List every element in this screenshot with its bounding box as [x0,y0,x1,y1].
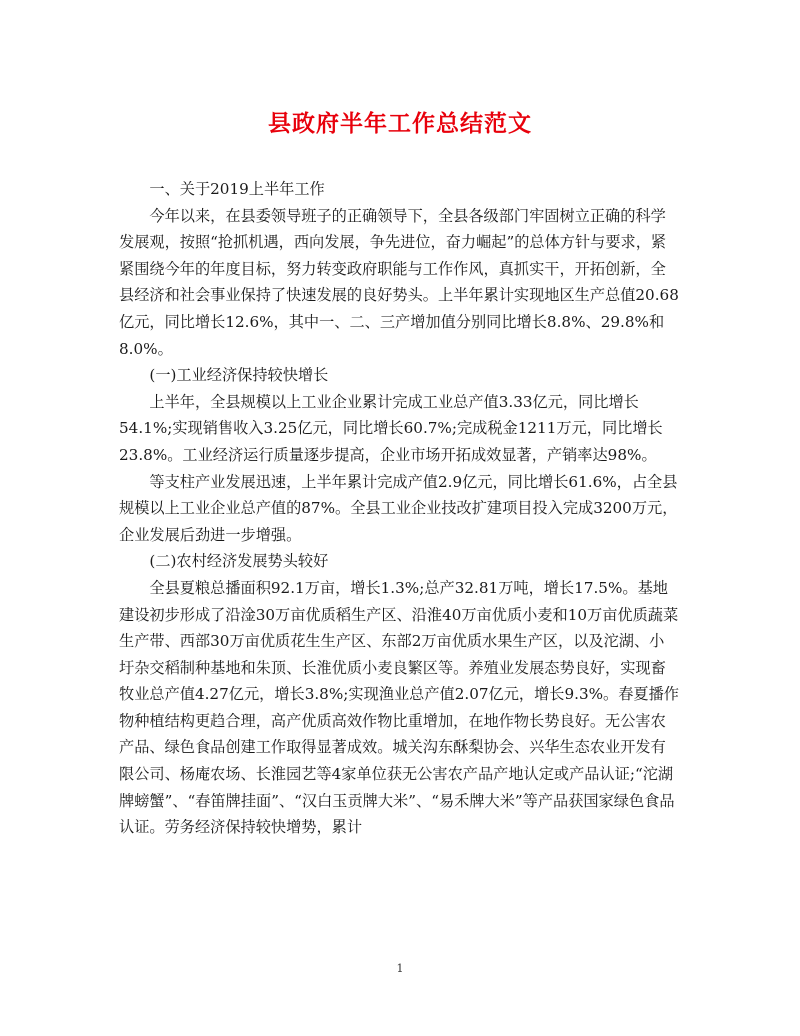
paragraph-overview: 今年以来，在县委领导班子的正确领导下，全县各级部门牢固树立正确的科学发展观，按照“抢抓机遇，西向发展，争先进位，奋力崛起”的总体方针与要求，紧紧围绕今年的年度目标，努力转变政府职能与工作作风，真抓实干，开拓创新，全县经济和社会事业保持了快速发展的良好势头。上半年累计实现地区生产总值20.68亿元，同比增长12.6%，其中一、二、三产增加值分别同比增长8.8%、29.8%和8.0%。 [119,206,679,358]
document-body [119,176,679,841]
document-title: 县政府半年工作总结范文 [268,110,532,137]
paragraph-pillar-industry: 等支柱产业发展迅速，上半年累计完成产值2.9亿元，同比增长61.6%，占全县规模以上工业企业总产值的87%。全县工业企业技改扩建项目投入完成3200万元，企业发展后劲进一步增强。 [119,472,678,544]
paragraph-industry: 上半年，全县规模以上工业企业累计完成工业总产值3.33亿元，同比增长54.1%;实现销售收入3.25亿元，同比增长60.7%;完成税金1211万元，同比增长23.8%。工业经济运行质量逐步提高，企业市场开拓成效显著，产销率达98%。 [119,392,663,464]
paragraph-rural: 全县夏粮总播面积92.1万亩，增长1.3%;总产32.81万吨，增长17.5%。基地建设初步形成了沿淦30万亩优质稻生产区、沿淮40万亩优质小麦和10万亩优质蔬菜生产带、西部30万亩优质花生生产区、东部2万亩优质水果生产区，以及沱湖、小圩杂交稻制种基地和朱顶、长淮优质小麦良繁区等。养殖业发展态势良好，实现畜牧业总产值4.27亿元，增长3.8%;实现渔业总产值2.07亿元，增长9.3%。春夏播作物种植结构更趋合理，高产优质高效作物比重增加，在地作物长势良好。无公害农产品、绿色食品创建工作取得显著成效。城关沟东酥梨协会、兴华生态农业开发有限公司、杨庵农场、长淮园艺等4家单位获无公害农产品产地认定或产品认证;“沱湖牌螃蟹”、“春笛牌挂面”、“汉白玉贡牌大米”、“易禾牌大米”等产品获国家绿色食品认证。劳务经济保持较快增势，累计 [119,578,679,837]
subsection-heading-industry: (一)工业经济保持较快增长 [149,366,329,385]
page-number: 1 [396,962,404,975]
section-heading-1: 一、关于2019上半年工作 [149,180,325,198]
subsection-heading-rural: (二)农村经济发展势头较好 [149,552,329,571]
